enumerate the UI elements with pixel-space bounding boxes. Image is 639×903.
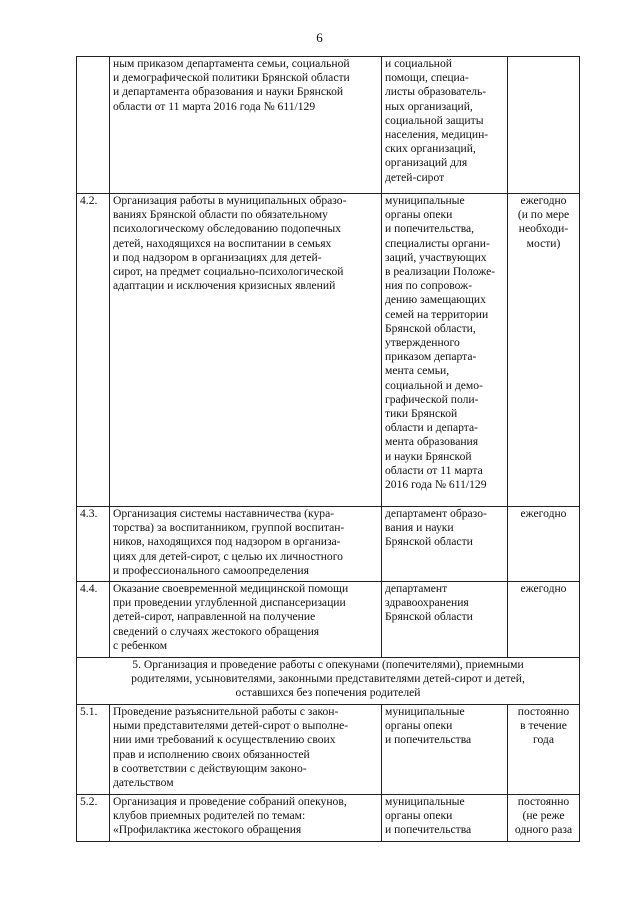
table-row [77, 507, 580, 582]
table-row [77, 582, 580, 658]
row-number [77, 57, 110, 194]
table-row [77, 57, 580, 194]
row-number: 5.2. [77, 795, 110, 842]
measure-description: Организация системы наставничества (кура- торства) за воспитанником, группой воспитан- ников, находящихся под надзором в организа- циях для детей-сирот, с целью их личностного и профессионального самоопределения [110, 507, 382, 582]
measure-description: Оказание своевременной медицинской помощи при проведении углубленной диспансеризации детей-сирот, направленной на получение сведений о случаях жестокого обращения с ребенком [110, 582, 382, 658]
table-row [77, 194, 580, 507]
responsible-executors: департамент здравоохранения Брянской области [382, 582, 508, 658]
execution-deadline [508, 57, 580, 194]
measure-description: Проведение разъяснительной работы с закон- ными представителями детей-сирот о выполне- нии ими требований к осуществлению своих прав и исполнению своих обязанностей в соответствии с действующим законо- дательством [110, 705, 382, 795]
execution-deadline: ежегодно [508, 582, 580, 658]
row-number: 5.1. [77, 705, 110, 795]
measure-description: ным приказом департамента семьи, социальной и демографической политики Брянской области и департамента образования и науки Брянской области от 11 марта 2016 года № 611/129 [110, 57, 382, 194]
row-number: 4.4. [77, 582, 110, 658]
measure-description: Организация работы в муниципальных образо- ваниях Брянской области по обязательному психологическому обследованию подопечных детей, находящихся на воспитании в семьях и под надзором в организациях для детей- сирот, на предмет социально-психологической адаптации и исключения кризисных явлений [110, 194, 382, 507]
row-number: 4.2. [77, 194, 110, 507]
table-row [77, 705, 580, 795]
responsible-executors: муниципальные органы опеки и попечительства [382, 705, 508, 795]
responsible-executors: и социальной помощи, специа- листы образователь- ных организаций, социальной защиты населения, медицин- ских организаций, организаций для детей-сирот [382, 57, 508, 194]
execution-deadline: постоянно в течение года [508, 705, 580, 795]
responsible-executors: муниципальные органы опеки и попечительства, специалисты органи- заций, участвующих в реализации Положе- ния по сопровож- дению замещающих семей на территории Брянской области, утвержденного приказом департа- мента семьи, социальной и демо- графической поли- тики Брянской области и департа- мента образования и науки Брянской области от 11 марта 2016 года № 611/129 [382, 194, 508, 507]
responsible-executors: департамент образо- вания и науки Брянской области [382, 507, 508, 582]
execution-deadline: ежегодно [508, 507, 580, 582]
section-row [77, 658, 580, 705]
page-number: 6 [316, 30, 323, 45]
section-heading: 5. Организация и проведение работы с опекунами (попечителями), приемными родителями, усыновителями, законными представителями детей-сирот и детей, оставшихся без попечения родителей [77, 658, 580, 705]
execution-deadline: постоянно (не реже одного раза [508, 795, 580, 842]
responsible-executors: муниципальные органы опеки и попечительства [382, 795, 508, 842]
table-row [77, 795, 580, 842]
measures-table [76, 56, 580, 842]
execution-deadline: ежегодно (и по мере необходи- мости) [508, 194, 580, 507]
measure-description: Организация и проведение собраний опекунов, клубов приемных родителей по темам: «Профилактика жестокого обращения [110, 795, 382, 842]
row-number: 4.3. [77, 507, 110, 582]
